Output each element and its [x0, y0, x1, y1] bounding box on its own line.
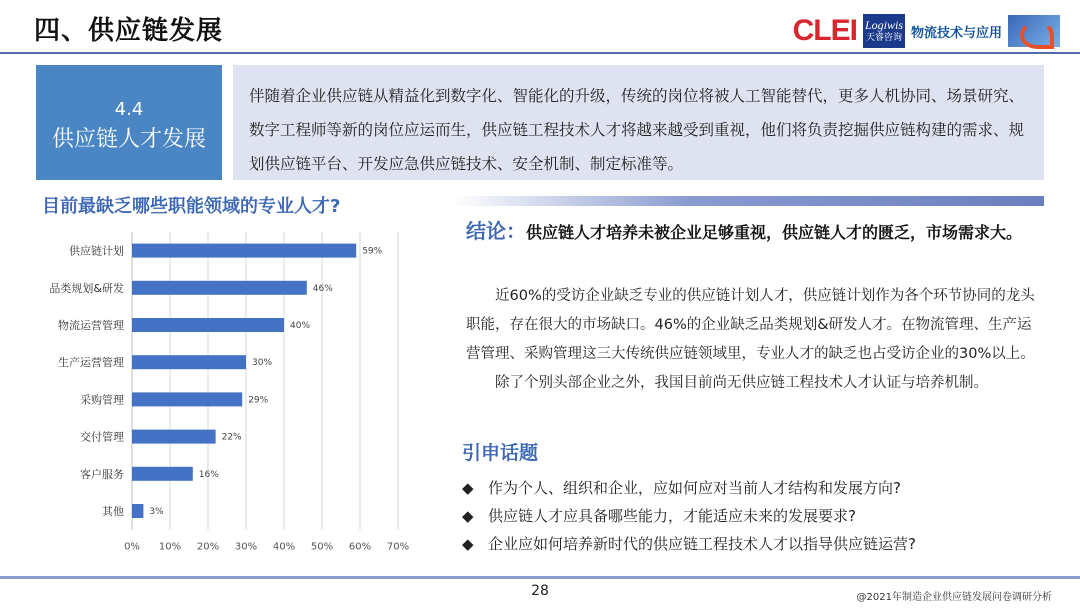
footer-divider [0, 576, 1080, 579]
x-tick-label: 30% [234, 541, 258, 553]
category-label: 品类规划&研发 [49, 281, 124, 295]
diamond-bullet-icon: ◆ [462, 535, 474, 553]
x-tick-label: 70% [386, 541, 410, 553]
diamond-bullet-icon: ◆ [462, 479, 474, 497]
category-label: 供应链计划 [69, 244, 124, 258]
topic-item: ◆ 作为个人、组织和企业，应如何应对当前人才结构和发展方向? [462, 474, 916, 502]
header-divider [0, 52, 1080, 54]
x-tick-label: 20% [196, 541, 220, 553]
bar [132, 281, 307, 295]
conclusion-paragraph-1: 近60%的受访企业缺乏专业的供应链计划人才，供应链计划作为各个环节协同的龙头职能，存在很大的市场缺口。46%的企业缺乏品类规划&研发人才。在物流管理、生产运营管理、采购管理这三大传统供应链领域里，专业人才的缺乏也占受访企业的30%以上。 [466, 288, 1035, 362]
conclusion-label: 结论： [466, 219, 526, 243]
x-tick-label: 10% [158, 541, 182, 553]
bar [132, 430, 216, 444]
x-tick-label: 60% [348, 541, 372, 553]
intro-text: 伴随着企业供应链从精益化到数字化、智能化的升级，传统的岗位将被人工智能替代，更多人机协同、场景研究、数字工程师等新的岗位应运而生，供应链工程技术人才将越来越受到重视，他们将负责挖掘供应链构建的需求、规划供应链平台、开发应急供应链技术、安全机制、制定标准等。 [249, 87, 1025, 173]
section-badge [36, 65, 222, 180]
brand-mark-icon [1008, 15, 1060, 47]
data-label: 22% [221, 432, 242, 443]
chart-title: 目前最缺乏哪些职能领域的专业人才? [42, 196, 341, 217]
section-number: 4.4 [114, 99, 144, 120]
page-title: 四、供应链发展 [34, 16, 224, 46]
topics-title: 引申话题 [462, 442, 539, 464]
data-label: 3% [149, 507, 164, 517]
x-tick-label: 50% [310, 541, 334, 553]
data-label: 46% [312, 283, 333, 294]
bar [132, 318, 284, 332]
bar [132, 244, 356, 258]
data-label: 16% [198, 469, 219, 480]
category-label: 其他 [102, 505, 124, 518]
conclusion-paragraph-2: 除了个别头部企业之外，我国目前尚无供应链工程技术人才认证与培养机制。 [495, 375, 988, 391]
category-label: 客户服务 [80, 467, 124, 481]
topics-list [462, 474, 916, 558]
bar [132, 392, 242, 406]
x-tick-label: 40% [272, 541, 296, 553]
category-label: 物流运营管理 [58, 319, 124, 332]
bar [132, 467, 193, 481]
diamond-bullet-icon: ◆ [462, 507, 474, 525]
wuliu-logo: 物流技术与应用 [910, 25, 1002, 41]
page-number: 28 [531, 583, 549, 599]
conclusion-text: 供应链人才培养未被企业足够重视，供应链人才的匮乏，市场需求大。 [526, 223, 1023, 242]
intro-panel [233, 65, 1044, 180]
topic-item: ◆ 企业应如何培养新时代的供应链工程技术人才以指导供应链运营? [462, 530, 916, 558]
conclusion-body [466, 282, 1046, 398]
category-label: 交付管理 [80, 430, 124, 444]
clei-logo: CLEI [792, 14, 857, 47]
logiwis-logo: Logiwis 天睿咨询 [863, 14, 905, 48]
category-label: 采购管理 [80, 393, 124, 407]
data-label: 29% [248, 395, 269, 406]
x-tick-label: 0% [124, 541, 140, 553]
data-label: 30% [252, 358, 273, 369]
conclusion-heading [466, 214, 1046, 250]
category-label: 生产运营管理 [58, 356, 124, 370]
topic-item: ◆ 供应链人才应具备哪些能力，才能适应未来的发展要求? [462, 502, 916, 530]
data-label: 40% [290, 321, 311, 331]
bar [132, 504, 143, 518]
logo-group [793, 14, 1060, 48]
bar-chart [0, 220, 440, 560]
bar [132, 355, 246, 369]
section-name: 供应链人才发展 [51, 127, 206, 152]
data-label: 59% [362, 246, 383, 257]
conclusion-divider [452, 196, 1044, 206]
footer-note: @2021年制造企业供应链发展问卷调研分析 [856, 592, 1052, 603]
